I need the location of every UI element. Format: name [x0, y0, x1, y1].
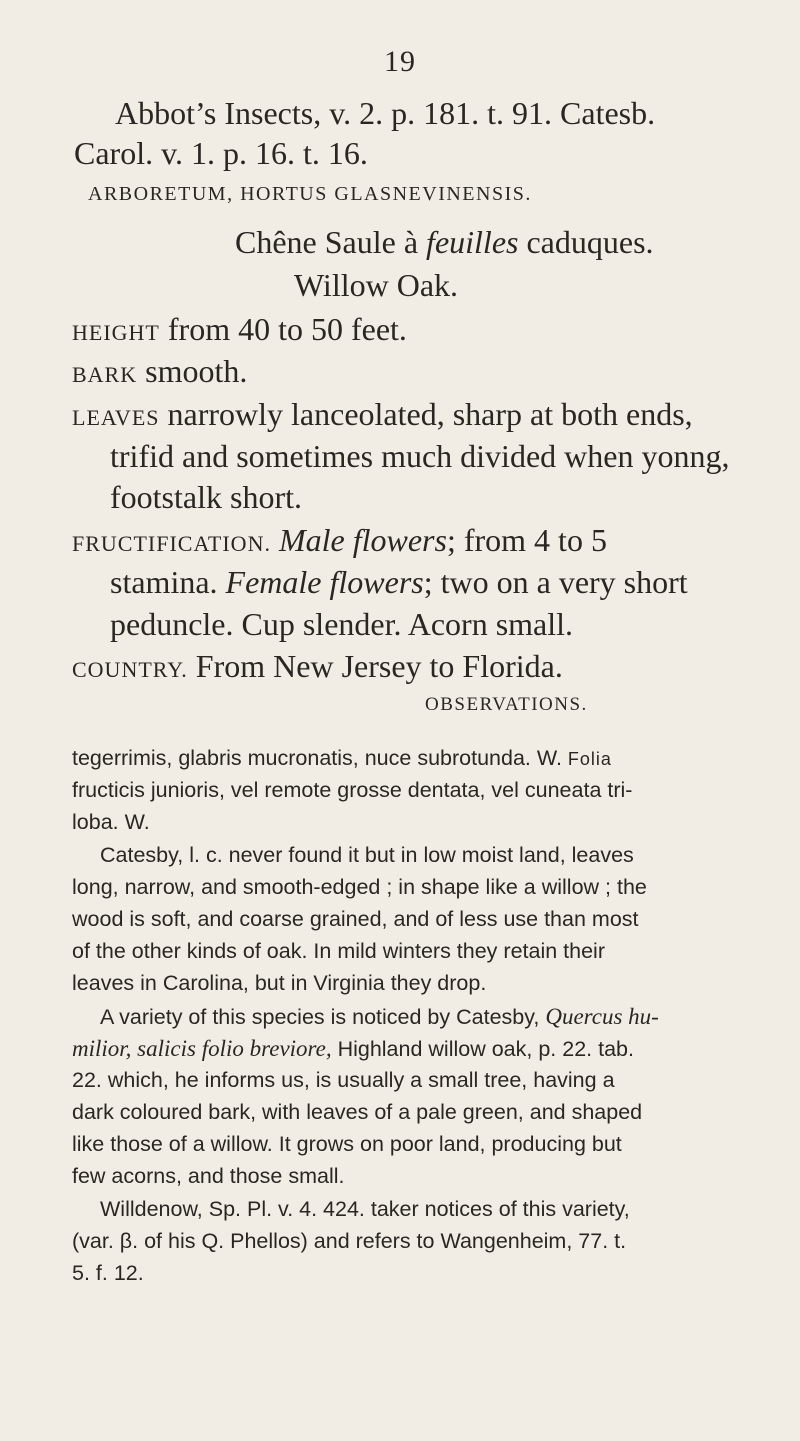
obs-line-7: of the other kinds of oak. In mild winters they retain their — [72, 939, 605, 963]
obs-line-5: long, narrow, and smooth-edged ; in shape like a willow ; the — [72, 875, 647, 899]
fructification-label: FRUCTIFICATION. — [72, 531, 271, 556]
height-label: HEIGHT — [72, 320, 160, 345]
obs-line-16: (var. β. of his Q. Phellos) and refers to Wangenheim, 77. t. — [72, 1229, 627, 1253]
arboretum-heading: ARBORETUM, HORTUS GLASNEVINENSIS. — [88, 183, 532, 205]
country-entry: COUNTRY. From New Jersey to Florida. — [72, 648, 563, 684]
leaves-line-2: trifid and sometimes much divided when yonng, — [110, 438, 730, 474]
obs-line-15: Willdenow, Sp. Pl. v. 4. 424. taker notices of this variety, — [100, 1197, 630, 1221]
fructification-line-3: peduncle. Cup slender. Acorn small. — [110, 606, 574, 642]
obs-line-10: milior, salicis folio breviore, Highland willow oak, p. 22. tab. — [72, 1036, 634, 1061]
observations-heading: OBSERVATIONS. — [425, 694, 588, 715]
country-label: COUNTRY. — [72, 657, 188, 682]
english-name: Willow Oak. — [294, 267, 459, 303]
leaves-label: LEAVES — [72, 405, 160, 430]
french-name: Chêne Saule à feuilles caduques. — [235, 224, 654, 260]
reference-line-2: Carol. v. 1. p. 16. t. 16. — [74, 135, 368, 171]
fructification-entry: FRUCTIFICATION. Male flowers; from 4 to 5 — [72, 522, 607, 558]
obs-line-3: loba. W. — [72, 810, 150, 834]
obs-line-12: dark coloured bark, with leaves of a pale green, and shaped — [72, 1100, 643, 1124]
obs-line-9: A variety of this species is noticed by Catesby, Quercus hu- — [100, 1004, 659, 1029]
obs-line-11: 22. which, he informs us, is usually a small tree, having a — [72, 1068, 615, 1092]
bark-entry: BARK smooth. — [72, 353, 248, 389]
leaves-line-3: footstalk short. — [110, 479, 302, 515]
obs-line-6: wood is soft, and coarse grained, and of less use than most — [72, 907, 639, 931]
obs-line-13: like those of a willow. It grows on poor land, producing but — [72, 1132, 622, 1156]
obs-line-4: Catesby, l. c. never found it but in low moist land, leaves — [100, 843, 634, 867]
obs-line-8: leaves in Carolina, but in Virginia they drop. — [72, 971, 487, 995]
page-number: 19 — [384, 45, 416, 78]
obs-line-1: tegerrimis, glabris mucronatis, nuce subrotunda. W. Folia — [72, 746, 612, 770]
obs-line-17: 5. f. 12. — [72, 1261, 144, 1285]
obs-line-14: few acorns, and those small. — [72, 1164, 345, 1188]
bark-label: BARK — [72, 362, 138, 387]
leaves-entry: LEAVES narrowly lanceolated, sharp at both ends, — [72, 396, 693, 432]
obs-line-2: fructicis junioris, vel remote grosse dentata, vel cuneata tri- — [72, 778, 633, 802]
reference-line-1: Abbot’s Insects, v. 2. p. 181. t. 91. Catesb. — [115, 95, 656, 131]
fructification-line-2: stamina. Female flowers; two on a very short — [110, 564, 688, 600]
height-entry: HEIGHT from 40 to 50 feet. — [72, 311, 407, 347]
